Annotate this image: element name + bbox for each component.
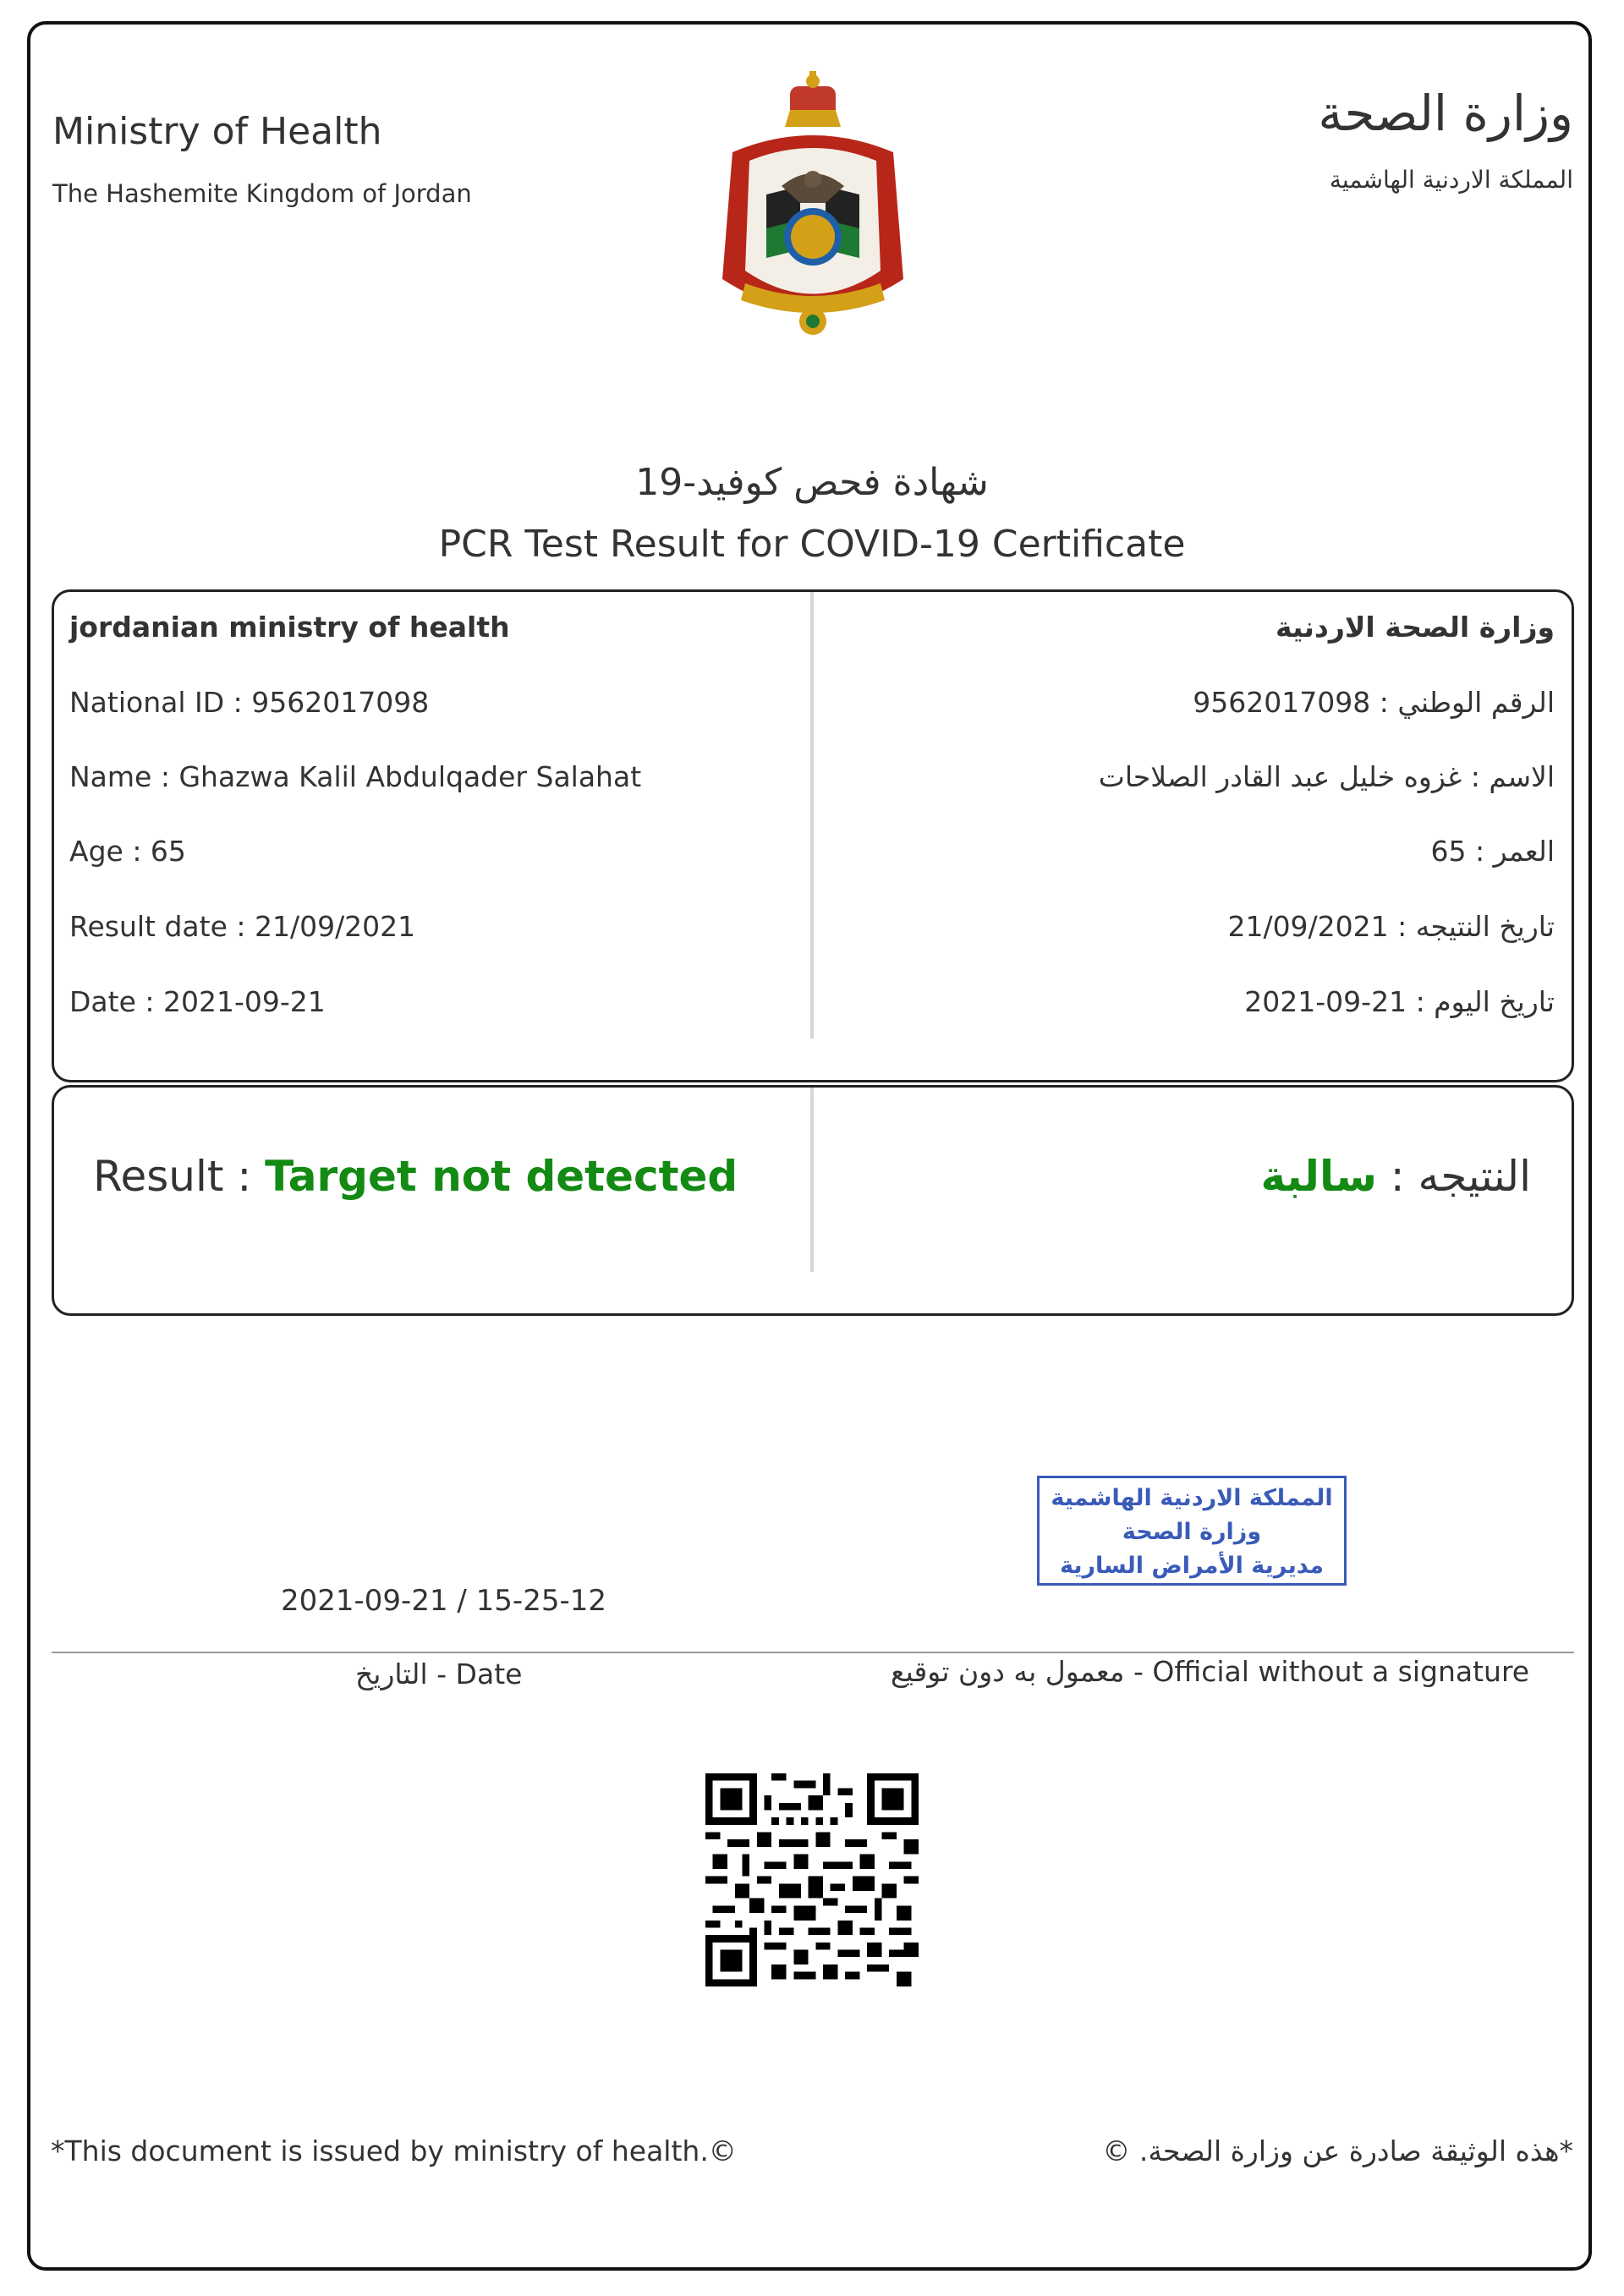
header-en-subtitle: The Hashemite Kingdom of Jordan [52,179,472,208]
result-date-ar: تاريخ النتيجه : 21/09/2021 [1227,910,1555,943]
stamp-line-1: المملكة الاردنية الهاشمية [1051,1485,1333,1511]
name-en: Name : Ghazwa Kalil Abdulqader Salahat [69,760,642,793]
national-id-en: National ID : 9562017098 [69,686,430,719]
footer-en: *This document is issued by ministry of health.© [51,2134,737,2167]
result-en [93,1152,738,1201]
stamp-line-3: مديرية الأمراض السارية [1059,1553,1325,1579]
date-en: Date : 2021-09-21 [69,985,326,1018]
result-divider [810,1088,814,1272]
certificate-title-en: PCR Test Result for COVID-19 Certificate [438,523,1186,566]
qr-code-icon [705,1773,919,1986]
header-ar-subtitle: المملكة الاردنية الهاشمية [1329,166,1573,194]
info-divider [810,592,814,1038]
age-ar: العمر : 65 [1430,835,1555,868]
official-label: معمول به دون توقيع - Official without a signature [891,1655,1530,1688]
result-value-en: Target not detected [265,1152,738,1201]
result-ar [1260,1152,1531,1201]
name-ar: الاسم : غزوه خليل عبد القادر الصلاحات [1098,760,1555,793]
date-label: التاريخ - Date [355,1658,523,1690]
issue-timestamp: 2021-09-21 / 15-25-12 [281,1584,606,1618]
date-ar: تاريخ اليوم : 21-09-2021 [1244,985,1555,1018]
national-id-ar: الرقم الوطني : 9562017098 [1193,686,1555,719]
result-label-en: Result : [93,1152,266,1201]
result-date-en: Result date : 21/09/2021 [69,910,416,943]
certificate-title-ar: شهادة فحص كوفيد-19 [635,461,989,504]
header-ar-title: وزارة الصحة [1318,85,1573,142]
age-en: Age : 65 [69,835,186,868]
jordan-coat-of-arms-icon [707,68,919,351]
footer-ar: *هذه الوثيقة صادرة عن وزارة الصحة. © [1102,2134,1573,2167]
signature-line [52,1652,1574,1653]
result-value-ar: سالبة [1260,1152,1377,1201]
info-heading-en: jordanian ministry of health [69,611,510,644]
info-heading-ar: وزارة الصحة الاردنية [1276,611,1555,644]
result-label-ar: النتيجه : [1376,1152,1531,1201]
header-en-title: Ministry of Health [52,110,382,153]
stamp-line-2: وزارة الصحة [1122,1519,1262,1545]
official-stamp [1037,1476,1347,1586]
